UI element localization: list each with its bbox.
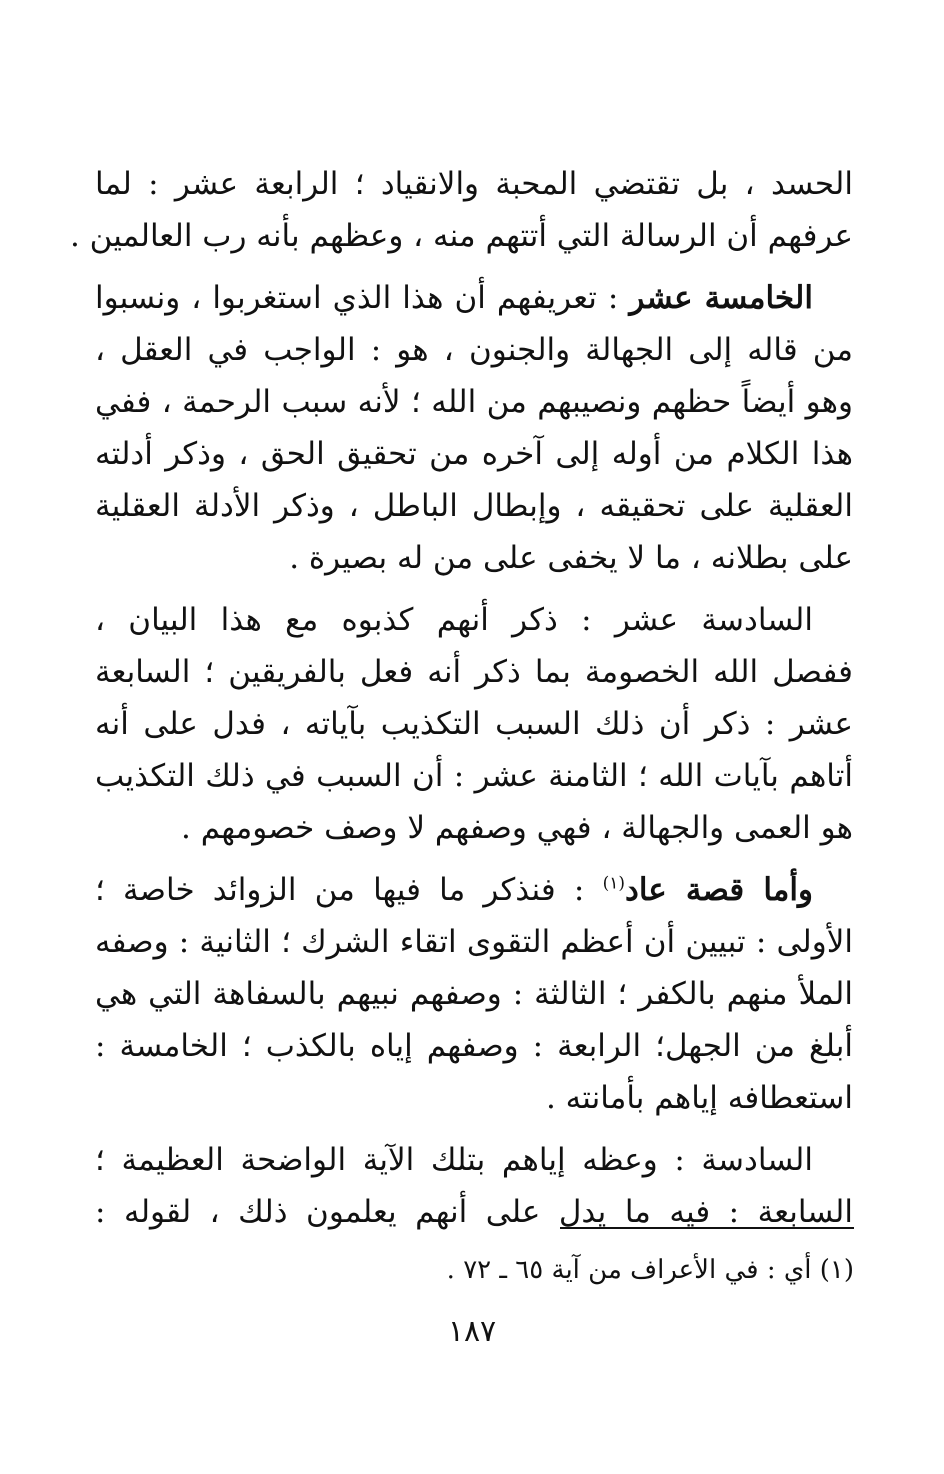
page-body bbox=[69, 158, 853, 1248]
text-line: ففصل الله الخصومة بما ذكر أنه فعل بالفريقين ؛ السابعة bbox=[95, 654, 853, 690]
text-line: هذا الكلام من أوله إلى آخره من تحقيق الحق ، وذكر أدلته bbox=[95, 436, 853, 472]
page-number: ١٨٧ bbox=[447, 1314, 497, 1349]
paragraph-1 bbox=[69, 158, 853, 262]
text-line: أتاهم بآيات الله ؛ الثامنة عشر : أن السبب في ذلك التكذيب bbox=[95, 758, 853, 794]
paragraph-5 bbox=[95, 1134, 853, 1238]
text-span: : فنذكر ما فيها من الزوائد خاصة ؛ bbox=[95, 872, 603, 908]
text-line: عشر : ذكر أن ذلك السبب التكذيب بآياته ، فدل على أنه bbox=[95, 706, 853, 742]
text-line: العقلية على تحقيقه ، وإبطال الباطل ، وذكر الأدلة العقلية bbox=[95, 488, 853, 524]
text-line: هو العمى والجهالة ، فهي وصفهم لا وصف خصومهم . bbox=[180, 810, 853, 846]
bold-heading: وأما قصة عاد bbox=[625, 872, 813, 908]
footnote-marker: (١) bbox=[602, 873, 626, 894]
bold-heading: الخامسة عشر bbox=[629, 280, 813, 316]
footnote: (١) أي : في الأعراف من آية ٦٥ ـ ٧٢ . bbox=[446, 1255, 854, 1285]
text-line: من قاله إلى الجهالة والجنون ، هو : الواجب في العقل ، bbox=[95, 332, 853, 368]
paragraph-2 bbox=[95, 272, 853, 584]
footnote-divider bbox=[560, 1227, 854, 1229]
text-line: الأولى : تبيين أن أعظم التقوى اتقاء الشرك ؛ الثانية : وصفه bbox=[95, 924, 853, 960]
text-line: السادسة : وعظه إياهم بتلك الآية الواضحة العظيمة ؛ bbox=[95, 1142, 813, 1178]
paragraph-4 bbox=[95, 864, 853, 1124]
text-line: الملأ منهم بالكفر ؛ الثالثة : وصفهم نبيهم بالسفاهة التي هي bbox=[95, 976, 853, 1012]
text-line: على بطلانه ، ما لا يخفى على من له بصيرة . bbox=[289, 540, 853, 576]
text-line: السادسة عشر : ذكر أنهم كذبوه مع هذا البيان ، bbox=[95, 602, 813, 638]
paragraph-3 bbox=[95, 594, 853, 854]
text-span: : تعريفهم أن هذا الذي استغربوا ، ونسبوا bbox=[95, 280, 630, 316]
text-line: أبلغ من الجهل؛ الرابعة : وصفهم إياه بالكذب ؛ الخامسة : bbox=[95, 1028, 853, 1064]
text-line bbox=[95, 864, 853, 916]
text-line: الحسد ، بل تقتضي المحبة والانقياد ؛ الرابعة عشر : لما bbox=[95, 166, 853, 202]
text-line bbox=[95, 272, 853, 324]
text-line: عرفهم أن الرسالة التي أتتهم منه ، وعظهم بأنه رب العالمين . bbox=[69, 218, 853, 254]
text-line: السابعة : فيه ما يدل على أنهم يعلمون ذلك ، لقوله : bbox=[95, 1194, 853, 1230]
text-line: استعطافه إياهم بأمانته . bbox=[545, 1080, 853, 1116]
text-line: وهو أيضاً حظهم ونصيبهم من الله ؛ لأنه سبب الرحمة ، ففي bbox=[95, 384, 853, 420]
